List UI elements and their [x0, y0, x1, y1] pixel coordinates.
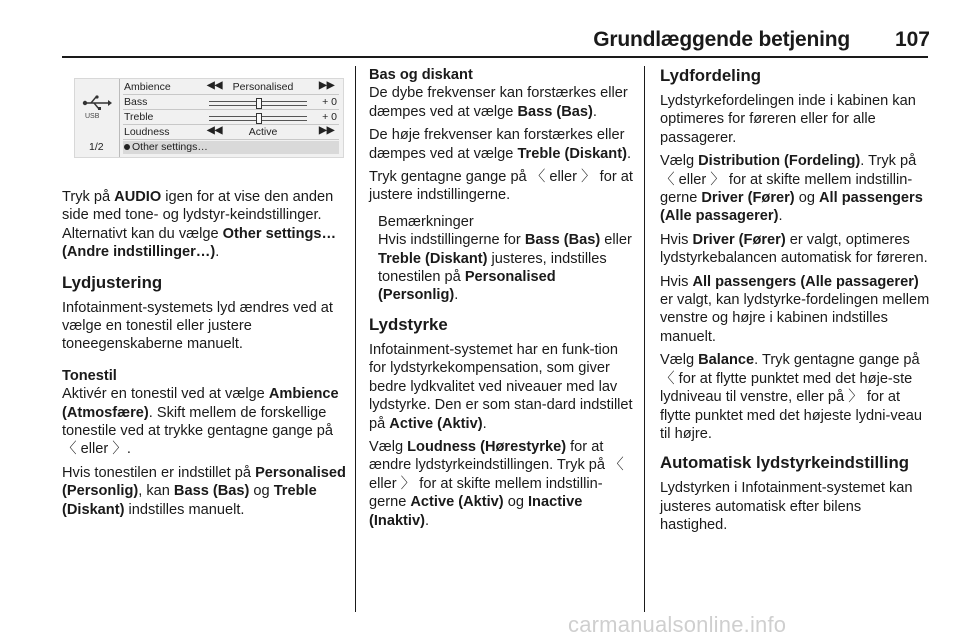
- treble-row[interactable]: [123, 111, 339, 125]
- active-term: Active (Aktiv): [410, 494, 504, 511]
- treble-label: Treble: [124, 111, 154, 123]
- text: justeres, indstilles tonestilen på: [378, 250, 607, 286]
- text: Hvis indstillingerne for: [378, 232, 525, 249]
- bas-paragraph: [369, 84, 637, 121]
- loudness-label: Loudness: [124, 126, 170, 138]
- bass-value: + 0: [322, 96, 337, 108]
- screen-source-panel: [75, 79, 120, 157]
- driver-term: Driver (Fører): [692, 231, 786, 248]
- text: eller: [600, 232, 632, 249]
- text: Hvis tonestilen er indstillet på: [62, 464, 256, 481]
- heading-bas-og-diskant: Bas og diskant: [369, 67, 473, 83]
- text: , kan: [138, 483, 174, 500]
- header-divider: [62, 56, 928, 58]
- text: . Skift mellem de forskellige tonestile ved at trykke gentagne gange på 〈 eller 〉.: [62, 404, 333, 458]
- ambience-label: Ambience: [124, 81, 171, 93]
- bass-term: Bass (Bas): [524, 232, 601, 249]
- text: .: [424, 512, 430, 529]
- text: og: [249, 483, 274, 500]
- repeat-paragraph: Tryk gentagne gange på 〈 eller 〉 for at justere indstillingerne.: [369, 169, 633, 204]
- text: De høje frekvenser kan forstærkes eller dæmpes ved at vælge: [369, 127, 625, 162]
- loudness-row[interactable]: [123, 126, 339, 140]
- loudness-paragraph: [369, 438, 637, 530]
- intro-paragraph: [62, 188, 350, 262]
- bass-term: Bass (Bas): [517, 103, 593, 120]
- page-number: 107: [894, 28, 930, 51]
- usb-label: USB: [85, 113, 100, 120]
- usb-icon: [82, 95, 112, 111]
- text: er valgt, optimeres lydstyrkebalancen automatisk for føreren.: [660, 231, 928, 267]
- page-header-title: Grundlæggende betjening: [593, 28, 850, 51]
- text: De dybe frekvenser kan forstærkes eller dæmpes ved at vælge: [369, 85, 628, 120]
- text: .: [482, 415, 487, 432]
- text: .: [454, 287, 459, 304]
- driver-paragraph: [660, 231, 930, 268]
- loudness-value: Active: [248, 126, 278, 138]
- column-2: [369, 66, 637, 535]
- column-1: [62, 188, 350, 524]
- other-settings-row[interactable]: [123, 141, 339, 154]
- active-term: Active (Aktiv): [389, 415, 483, 432]
- ambience-prev-icon[interactable]: ◀◀: [207, 80, 223, 91]
- inactive-term: Inactive (Inaktiv): [369, 494, 583, 529]
- treble-term: Treble (Diskant): [378, 250, 488, 267]
- selection-dot-icon: [124, 144, 130, 150]
- balance-paragraph: [660, 351, 930, 443]
- bass-slider-knob[interactable]: [256, 98, 262, 109]
- watermark-text: carmanualsonline.info: [568, 612, 787, 637]
- lydstyrke-paragraph: [369, 341, 637, 433]
- treble-value: + 0: [322, 111, 337, 123]
- lydfordeling-intro: Lydstyrkefordelingen inde i kabinen kan optimeres for føreren eller for alle passagerer.: [660, 93, 916, 146]
- infotainment-screen-figure: [74, 78, 344, 158]
- bass-slider[interactable]: [209, 101, 307, 106]
- column-3: [660, 66, 930, 540]
- treble-paragraph: [369, 126, 637, 163]
- bass-label: Bass: [124, 96, 148, 108]
- text: Hvis: [660, 231, 693, 248]
- text: . Tryk på 〈 eller 〉 for at skifte mellem indstillin-gerne: [660, 153, 917, 207]
- audio-term: AUDIO: [114, 189, 162, 205]
- manual-paragraph: [62, 464, 350, 519]
- treble-term: Treble (Diskant): [62, 483, 317, 518]
- treble-term: Treble (Diskant): [517, 145, 627, 162]
- text: Vælg: [660, 153, 699, 170]
- text: Vælg: [660, 352, 699, 369]
- bass-term: Bass (Bas): [173, 483, 250, 500]
- text: indstilles manuelt.: [124, 501, 245, 518]
- driver-term: Driver (Fører): [701, 190, 795, 207]
- ambience-value: Personalised: [232, 81, 294, 93]
- treble-slider-knob[interactable]: [256, 113, 262, 124]
- note-text: [378, 231, 637, 305]
- text: for at ændre lydstyrkeindstillingen. Tryk på 〈 eller 〉 for at skifte mellem indstillin-gerne: [369, 438, 624, 511]
- personalised-term: Personalised (Personlig): [62, 464, 346, 500]
- text: igen for at vise den anden side med tone- og lydstyr-keindstillinger. Alternativt kan du vælge: [62, 189, 334, 242]
- all-passengers-paragraph: [660, 273, 930, 347]
- text: Infotainment-systemet har en funk-tion for lydstyrkekompensation, som giver bedre lydkvalitet ved niveauer med lav lydstyrke. Den er som stan-dard indstillet på: [369, 341, 633, 432]
- treble-slider[interactable]: [209, 116, 307, 121]
- text: og: [503, 494, 528, 511]
- note-title: Bemærkninger: [378, 213, 474, 230]
- column-divider-2: [644, 66, 645, 612]
- ambience-next-icon[interactable]: ▶▶: [319, 80, 335, 91]
- text: og: [794, 190, 819, 207]
- heading-lydstyrke: Lydstyrke: [369, 314, 448, 334]
- distribution-term: Distribution (Fordeling): [698, 153, 861, 170]
- loudness-next-icon[interactable]: ▶▶: [319, 125, 335, 136]
- tonestil-paragraph: [62, 385, 350, 459]
- heading-lydfordeling: Lydfordeling: [660, 66, 761, 85]
- text: Vælg: [369, 438, 408, 455]
- ambience-term: Ambience (Atmosfære): [62, 386, 339, 421]
- loudness-prev-icon[interactable]: ◀◀: [207, 125, 223, 136]
- text: .: [626, 145, 631, 162]
- heading-lydjustering: Lydjustering: [62, 272, 163, 292]
- text: er valgt, kan lydstyrke-fordelingen mellem venstre og højre i kabinen indstilles manuelt.: [660, 292, 930, 345]
- loudness-term: Loudness (Hørestyrke): [407, 438, 567, 455]
- personalised-term: Personalised (Personlig): [378, 269, 556, 304]
- heading-tonestil: Tonestil: [62, 367, 117, 384]
- heading-automatisk-lydstyrke: Automatisk lydstyrkeindstilling: [660, 453, 909, 473]
- auto-paragraph: Lydstyrken i Infotainment-systemet kan justeres automatisk efter bilens hastighed.: [660, 480, 913, 534]
- text: .: [215, 244, 220, 261]
- balance-term: Balance: [698, 352, 755, 369]
- other-settings-label: Other settings…: [132, 141, 208, 153]
- text: Aktivér en tonestil ved at vælge: [62, 386, 269, 403]
- bass-row[interactable]: [123, 96, 339, 110]
- lydjustering-paragraph: Infotainment-systemets lyd ændres ved at vælge en tonestil eller justere toneegenskaberne manuelt.: [62, 299, 333, 353]
- text: .: [778, 208, 783, 225]
- text: .: [592, 103, 597, 120]
- all-passengers-term: All passengers (Alle passagerer): [692, 273, 919, 290]
- ambience-row[interactable]: [123, 81, 339, 95]
- text: . Tryk gentagne gange på 〈 for at flytte punktet med det høje-ste lydniveau til venstre, eller på 〉 for at flytte punktet med det højeste lydni-veau til højre.: [660, 352, 923, 442]
- distribution-paragraph: [660, 152, 930, 226]
- column-divider-1: [355, 66, 356, 612]
- screen-page-indicator: 1/2: [89, 141, 104, 153]
- all-passengers-term: All passengers (Alle passagerer): [660, 190, 923, 225]
- text: Tryk på: [62, 189, 115, 205]
- text: Hvis: [660, 273, 693, 290]
- other-settings-term: Other settings… (Andre indstillinger…): [62, 225, 337, 261]
- other-settings-item: [124, 141, 208, 153]
- note-block: [369, 213, 637, 305]
